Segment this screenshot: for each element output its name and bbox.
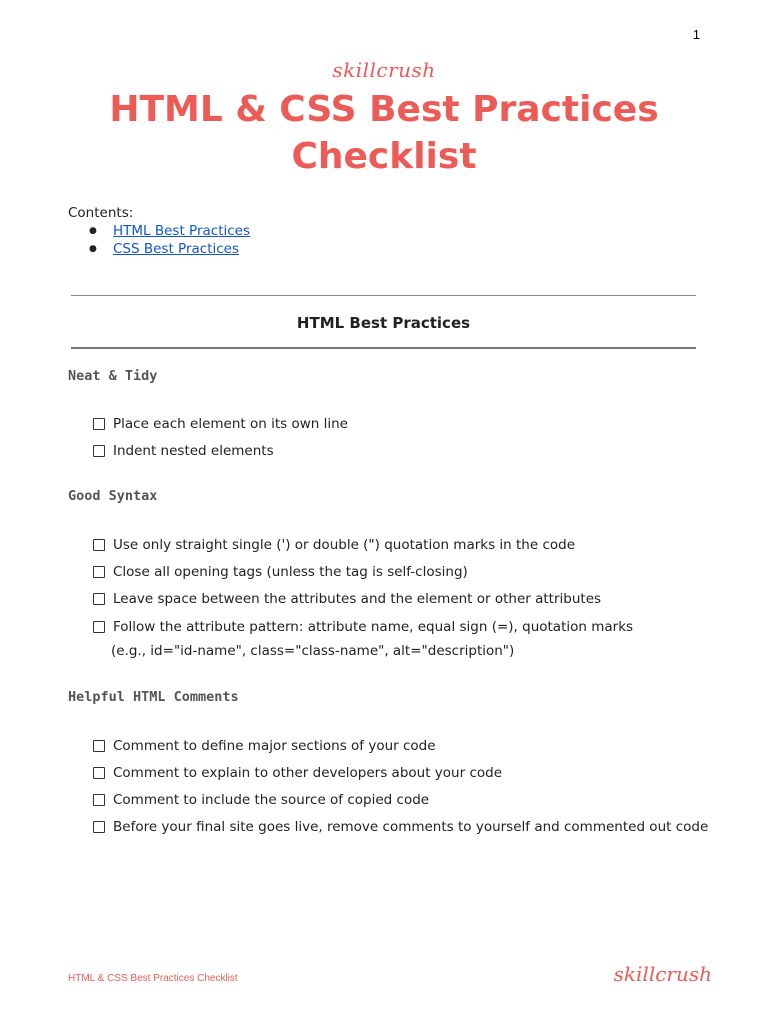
checklist-item [93, 411, 348, 438]
document-title [0, 86, 768, 180]
checklist-item-label: Comment to explain to other developers about your code [113, 765, 503, 781]
checklist-item-label: Place each element on its own line [113, 416, 348, 432]
checklist-item [93, 760, 708, 787]
checklist-helpful-comments [93, 733, 708, 841]
checkbox[interactable] [93, 418, 105, 430]
checklist-item [93, 787, 708, 814]
checklist-item-example: (e.g., id="id-name", class="class-name", alt="description") [111, 643, 515, 659]
checklist-item [93, 733, 708, 760]
link-html-best-practices[interactable]: HTML Best Practices [113, 223, 250, 239]
contents-label: Contents: [68, 205, 134, 221]
checklist-item-label: Follow the attribute pattern: attribute name, equal sign (=), quotation marks [113, 619, 634, 635]
link-css-best-practices[interactable]: CSS Best Practices [113, 241, 239, 257]
checkbox[interactable] [93, 621, 105, 633]
checkbox[interactable] [93, 794, 105, 806]
checklist-item [93, 438, 348, 465]
group-heading-helpful-comments: Helpful HTML Comments [68, 689, 239, 705]
checklist-item [93, 532, 633, 559]
checklist-good-syntax [93, 532, 633, 663]
checkbox[interactable] [93, 767, 105, 779]
footer-skillcrush-logo: skillcrush [613, 962, 712, 986]
contents-list [68, 222, 250, 258]
contents-item [68, 222, 250, 240]
checkbox[interactable] [93, 740, 105, 752]
checklist-item-label: Use only straight single (') or double (") quotation marks in the code [113, 537, 576, 553]
skillcrush-logo: skillcrush [332, 58, 436, 82]
checkbox[interactable] [93, 821, 105, 833]
title-line-2: Checklist [291, 136, 477, 177]
checkbox[interactable] [93, 593, 105, 605]
section-heading: HTML Best Practices [296, 314, 471, 332]
checklist-item [93, 586, 633, 613]
footer-document-title: HTML & CSS Best Practices Checklist [68, 973, 238, 984]
checklist-item-label: Indent nested elements [113, 443, 274, 459]
checklist-item-label: Before your final site goes live, remove comments to yourself and commented out code [113, 819, 709, 835]
checklist-item [93, 559, 633, 586]
page-number: 1 [692, 27, 700, 42]
checkbox[interactable] [93, 445, 105, 457]
checklist-item-label: Close all opening tags (unless the tag is self-closing) [113, 564, 468, 580]
checklist-item-label: Leave space between the attributes and the element or other attributes [113, 591, 602, 607]
divider-top [71, 295, 696, 296]
checklist-item [93, 814, 708, 841]
checkbox[interactable] [93, 539, 105, 551]
checklist-neat-tidy [93, 411, 348, 465]
checklist-item-label: Comment to define major sections of your code [113, 738, 436, 754]
checkbox[interactable] [93, 566, 105, 578]
checklist-item [93, 613, 633, 663]
divider-bottom [71, 347, 696, 349]
title-line-1: HTML & CSS Best Practices [109, 89, 659, 130]
table-of-contents [68, 204, 250, 258]
group-heading-neat-tidy: Neat & Tidy [68, 368, 158, 384]
checklist-item-label: Comment to include the source of copied code [113, 792, 430, 808]
group-heading-good-syntax: Good Syntax [68, 488, 158, 504]
contents-item [68, 240, 250, 258]
